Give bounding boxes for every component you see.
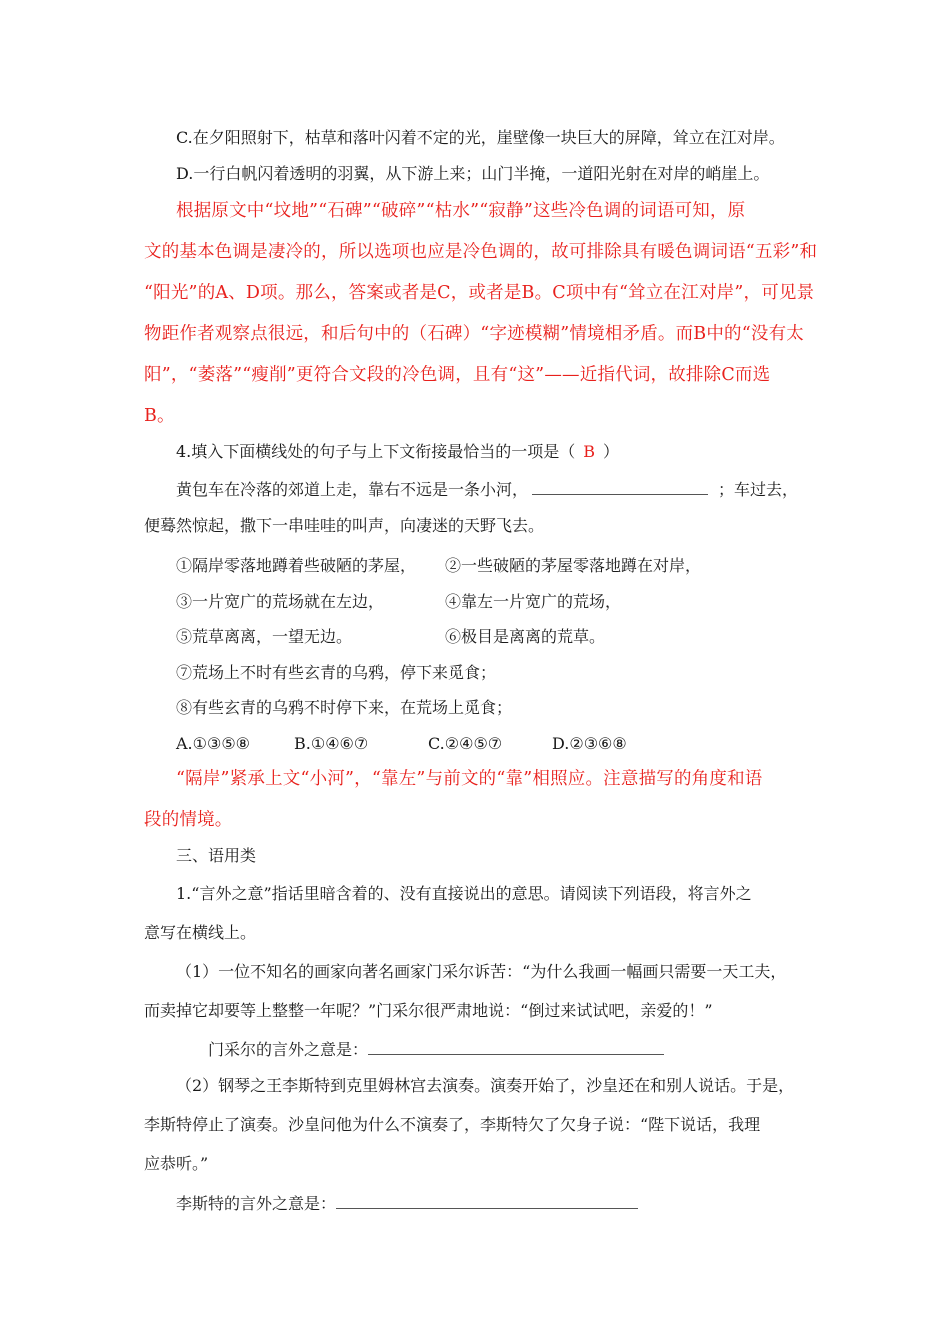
sentence-8: ⑧有些玄青的乌鸦不时停下来，在荒场上觅食；	[176, 698, 513, 717]
pair-row-1	[176, 556, 701, 576]
choices-row	[176, 734, 627, 754]
analysis-line-3: “阳光”的A、D项。那么，答案或者是C，或者是B。C项中有“耸立在江对岸”，可见景	[144, 283, 815, 303]
passage-start: 黄包车在冷落的郊道上走，靠右不远是一条小河，	[176, 480, 529, 499]
analysis-line-6: B。	[144, 406, 175, 426]
analysis-line-1: 根据原文中“坟地”“石碑”“破碎”“枯水”“寂静”这些冷色调的词语可知，原	[176, 201, 746, 221]
q4-analysis-line-1: “隔岸”紧承上文“小河”，“靠左”与前文的“靠”相照应。注意描写的角度和语	[176, 769, 763, 789]
analysis-line-5: 阳”，“萎落”“瘦削”更符合文段的冷色调，且有“这”——近指代词，故排除C而选	[144, 365, 771, 385]
passage-line-1	[176, 479, 798, 500]
option-c: C.在夕阳照射下，枯草和落叶闪着不定的光，崖壁像一块巨大的屏障，耸立在江对岸。	[176, 128, 785, 147]
p2-answer-row	[176, 1193, 638, 1214]
choice-d: D.②③⑥⑧	[552, 734, 627, 753]
sentence-5: ⑤荒草离离，一望无边。	[176, 627, 353, 646]
q4-analysis-line-2: 段的情境。	[144, 810, 233, 830]
passage-mid: ；车过去，	[718, 480, 799, 499]
question-4-text: 4.填入下面横线处的句子与上下文衔接最恰当的一项是（	[176, 442, 576, 461]
question-4-close: ）	[603, 442, 620, 461]
p1-answer-label: 门采尔的言外之意是：	[208, 1040, 369, 1059]
p2-answer-label: 李斯特的言外之意是：	[176, 1194, 337, 1213]
p2-line-3: 应恭听。”	[144, 1154, 209, 1173]
q1-line-1: 1.“言外之意”指话里暗含着的、没有直接说出的意思。请阅读下列语段，将言外之	[176, 884, 752, 903]
p2-line-1: （2）钢琴之王李斯特到克里姆林宫去演奏。演奏开始了，沙皇还在和别人说话。于是，	[176, 1076, 795, 1095]
choice-b: B.①④⑥⑦	[294, 734, 369, 753]
p1-line-2: 而卖掉它却要等上整整一年呢？”门采尔很严肃地说：“倒过来试试吧，亲爱的！”	[144, 1001, 713, 1020]
choice-c: C.②④⑤⑦	[428, 734, 503, 753]
p1-answer-row	[208, 1039, 664, 1060]
sentence-3: ③一片宽广的荒场就在左边，	[176, 592, 385, 611]
analysis-line-4: 物距作者观察点很远，和后句中的（石碑）“字迹模糊”情境相矛盾。而B中的“没有太	[144, 324, 804, 344]
section-heading: 三、语用类	[176, 846, 257, 865]
pair-row-3	[176, 627, 605, 647]
question-4-stem	[176, 442, 619, 462]
sentence-7: ⑦荒场上不时有些玄青的乌鸦，停下来觅食；	[176, 663, 497, 682]
question-4-answer: B	[583, 442, 596, 461]
q1-line-2: 意写在横线上。	[144, 923, 257, 942]
p1-line-1: （1）一位不知名的画家向著名画家门采尔诉苦：“为什么我画一幅画只需要一天工夫，	[176, 962, 787, 981]
p2-line-2: 李斯特停止了演奏。沙皇问他为什么不演奏了，李斯特欠了欠身子说：“陛下说话，我理	[144, 1115, 761, 1134]
sentence-6: ⑥极目是离离的荒草。	[445, 627, 606, 646]
option-d: D.一行白帆闪着透明的羽翼，从下游上来；山门半掩，一道阳光射在对岸的峭崖上。	[176, 164, 770, 183]
analysis-line-2: 文的基本色调是凄冷的，所以选项也应是冷色调的，故可排除具有暖色调词语“五彩”和	[144, 242, 818, 262]
sentence-1: ①隔岸零落地蹲着些破陋的茅屋，	[176, 556, 417, 575]
p1-answer-blank[interactable]	[368, 1039, 664, 1055]
sentence-2: ②一些破陋的茅屋零落地蹲在对岸，	[445, 556, 702, 575]
sentence-4: ④靠左一片宽广的荒场，	[445, 592, 622, 611]
p2-answer-blank[interactable]	[336, 1193, 638, 1209]
passage-line-2: 便蓦然惊起，撒下一串哇哇的叫声，向凄迷的天野飞去。	[144, 516, 545, 535]
choice-a: A.①③⑤⑧	[176, 734, 251, 753]
fill-blank[interactable]	[532, 479, 708, 495]
pair-row-2	[176, 592, 621, 612]
